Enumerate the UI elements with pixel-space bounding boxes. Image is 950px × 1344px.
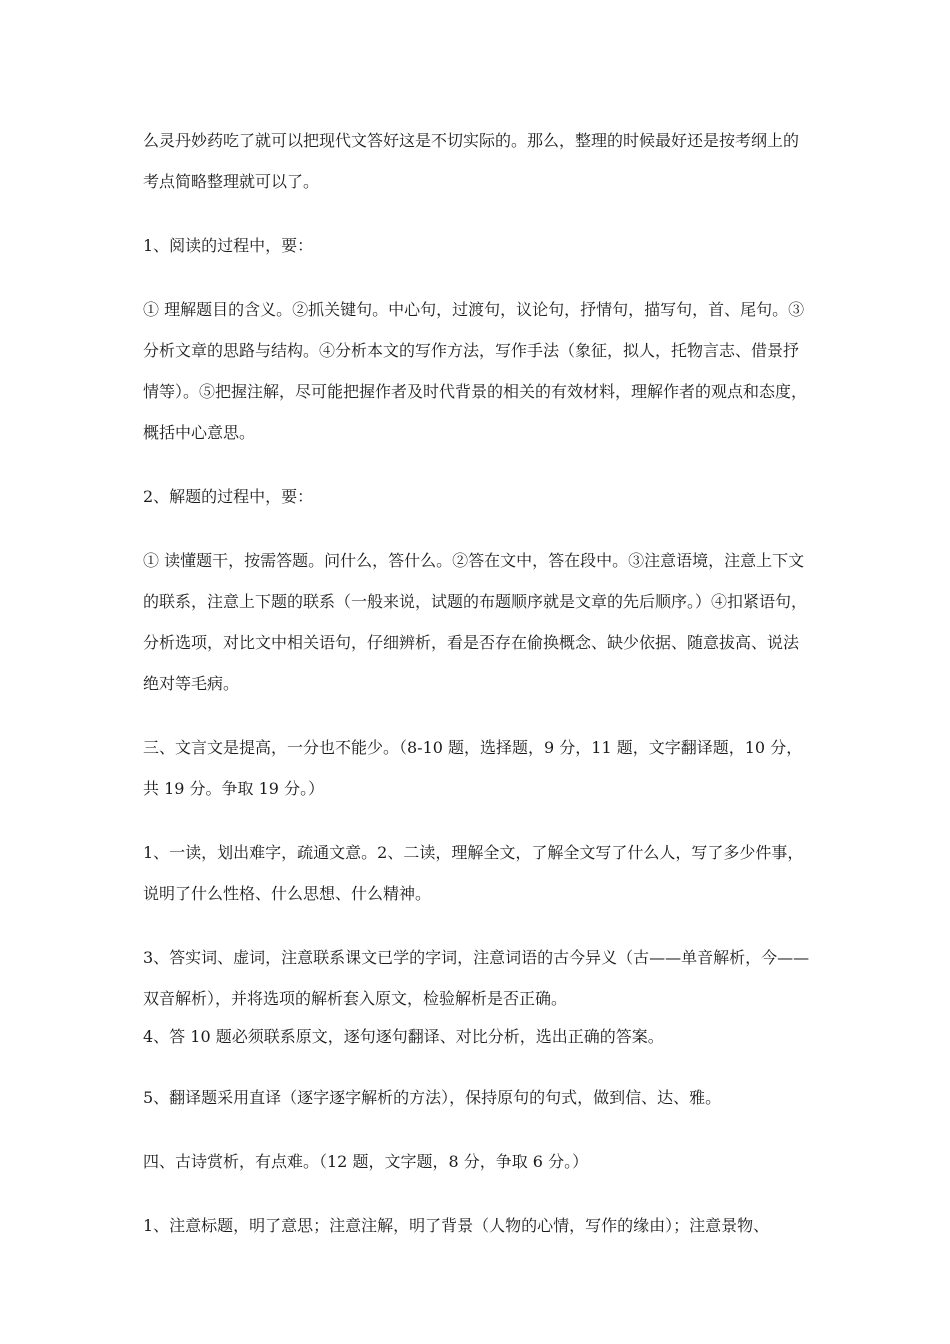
paragraph-solving-heading: 2、解题的过程中，要： bbox=[143, 487, 314, 506]
section-heading-classical-chinese: 三、文言文是提高，一分也不能少。（8-10 题，选择题，9 分，11 题，文字翻译题，10 分，共 19 分。争取 19 分。） bbox=[143, 738, 803, 798]
section-heading-poetry: 四、古诗赏析，有点难。（12 题，文字题，8 分，争取 6 分。） bbox=[143, 1152, 589, 1171]
paragraph-solving-steps: ① 读懂题干，按需答题。问什么，答什么。②答在文中，答在段中。③注意语境，注意上下文的联系，注意上下题的联系（一般来说，试题的布题顺序就是文章的先后顺序。）④扣紧语句，分析选项，对比文中相关语句，仔细辨析，看是否存在偷换概念、缺少依据、随意拔高、说法绝对等毛病。 bbox=[143, 551, 808, 693]
paragraph-classical-translation: 5、翻译题采用直译（逐字逐字解析的方法），保持原句的句式，做到信、达、雅。 bbox=[143, 1088, 722, 1107]
paragraph-classical-words: 3、答实词、虚词，注意联系课文已学的字词，注意词语的古今异义（古——单音解析，今——双音解析），并将选项的解析套入原文，检验解析是否正确。 bbox=[143, 948, 810, 1008]
document-body bbox=[143, 120, 813, 1246]
paragraph-poetry-tips: 1、注意标题，明了意思；注意注解，明了背景（人物的心情，写作的缘由）；注意景物、 bbox=[143, 1216, 770, 1235]
paragraph-classical-q10: 4、答 10 题必须联系原文，逐句逐句翻译、对比分析，选出正确的答案。 bbox=[143, 1027, 664, 1046]
paragraph-reading-steps: ① 理解题目的含义。②抓关键句。中心句，过渡句，议论句，抒情句，描写句，首、尾句。③分析文章的思路与结构。④分析本文的写作方法，写作手法（象征，拟人，托物言志、借景抒情等）。⑤把握注解，尽可能把握作者及时代背景的相关的有效材料，理解作者的观点和态度，概括中心意思。 bbox=[143, 300, 808, 442]
paragraph-reading-heading: 1、阅读的过程中，要： bbox=[143, 236, 314, 255]
paragraph-intro: 么灵丹妙药吃了就可以把现代文答好这是不切实际的。那么，整理的时候最好还是按考纲上的考点简略整理就可以了。 bbox=[143, 131, 800, 191]
paragraph-classical-reading: 1、一读，划出难字，疏通文意。2、二读，理解全文，了解全文写了什么人，写了多少件事，说明了什么性格、什么思想、什么精神。 bbox=[143, 843, 804, 903]
